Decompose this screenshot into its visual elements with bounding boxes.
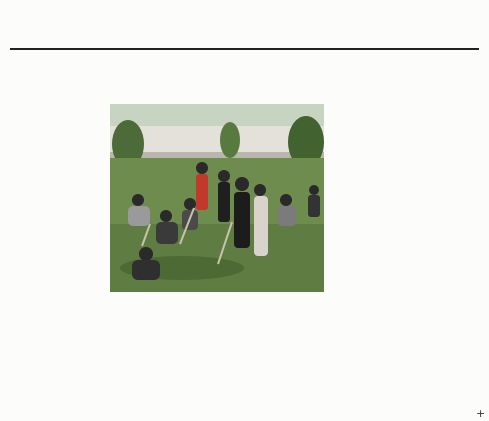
article-photo — [110, 104, 324, 292]
article-body-right — [326, 44, 478, 344]
students-cleaning-photo — [110, 104, 324, 292]
article-body-bottom — [14, 298, 316, 412]
continuation-mark: + — [476, 407, 486, 420]
article-body-left-narrow — [14, 120, 106, 296]
article-dateline — [14, 58, 224, 74]
article-body-right-bottom — [326, 328, 478, 412]
